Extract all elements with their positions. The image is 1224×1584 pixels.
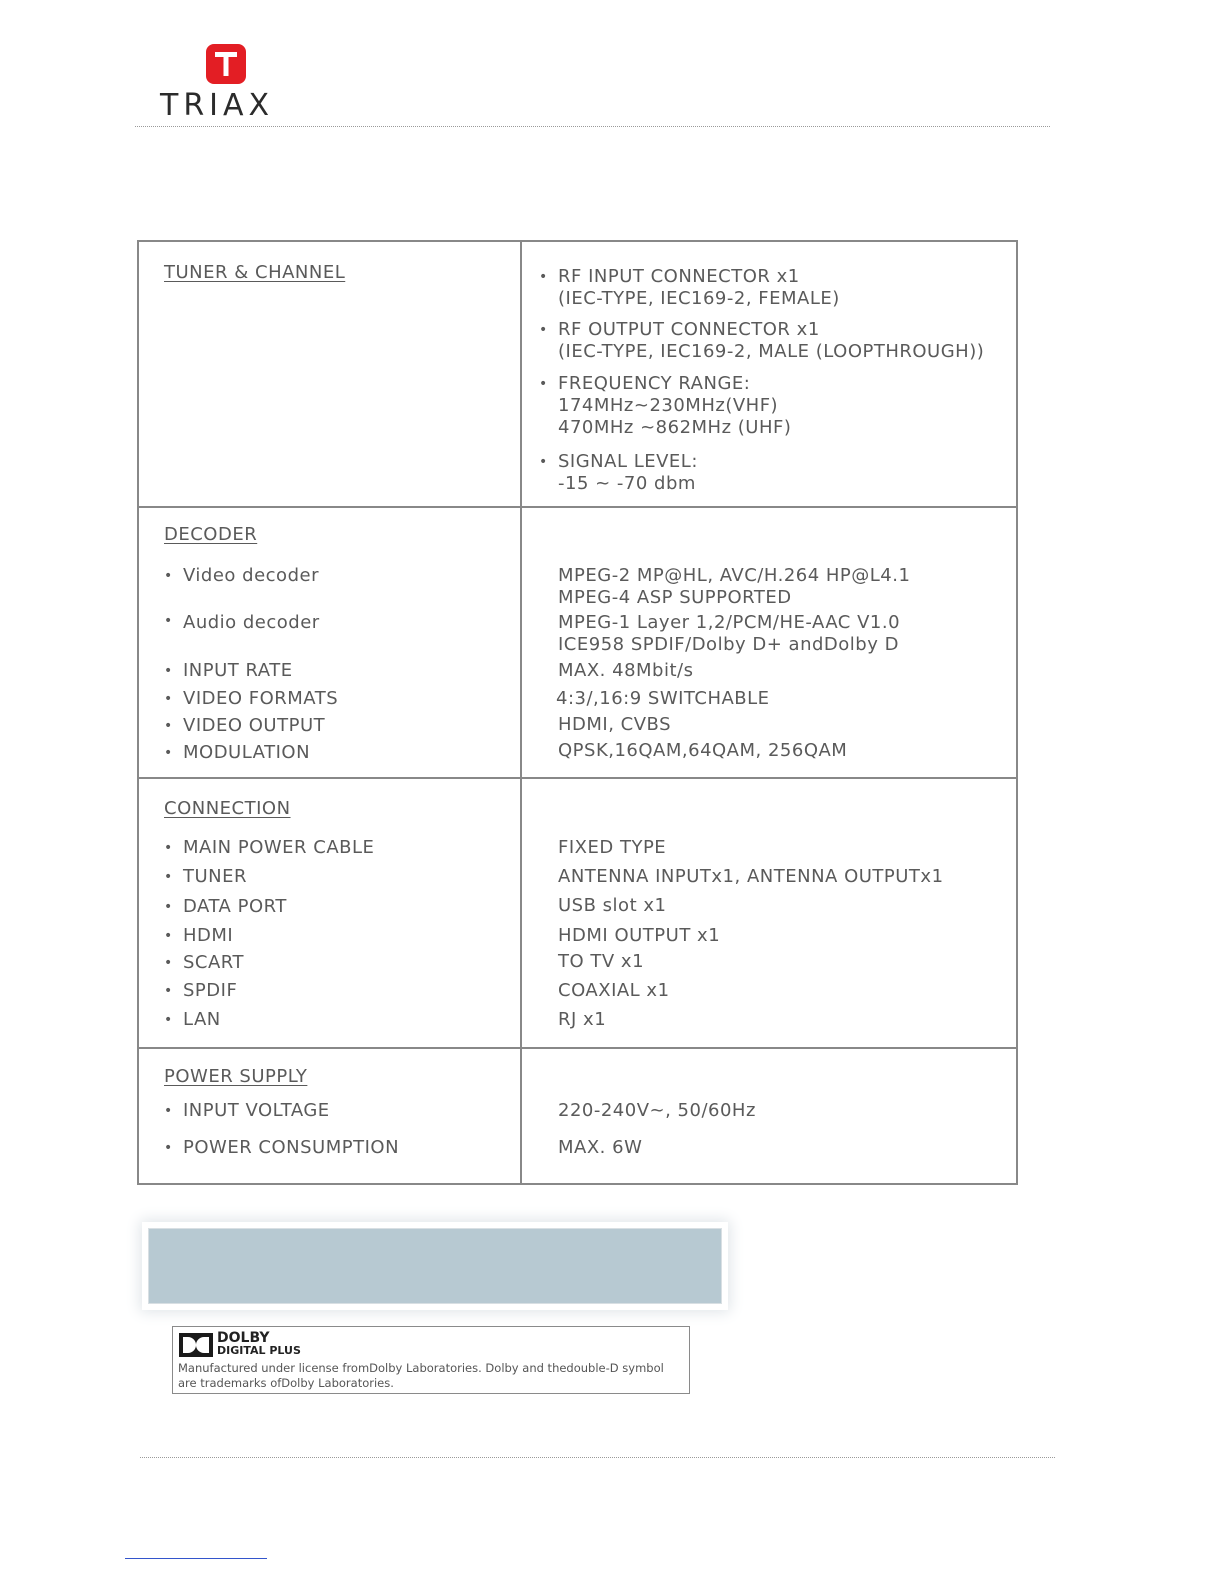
bullet: • <box>164 955 173 971</box>
bullet: • <box>164 745 173 761</box>
connection-label: SPDIF <box>183 980 238 1001</box>
dolby-trademark-text: Manufactured under license fromDolby Laboratories. Dolby and thedouble-D symbol are trademarks ofDolby Laboratories. <box>178 1361 664 1390</box>
decoder-label: VIDEO OUTPUT <box>183 715 326 736</box>
decoder-label: MODULATION <box>183 742 311 763</box>
decoder-value: MPEG-2 MP@HL, AVC/H.264 HP@L4.1 <box>558 565 911 586</box>
decoder-value: QPSK,16QAM,64QAM, 256QAM <box>558 740 848 761</box>
tuner-item-line: -15 ~ -70 dbm <box>558 473 696 494</box>
bullet: • <box>164 1012 173 1028</box>
specifications-table <box>137 240 1018 1185</box>
tuner-item-line: FREQUENCY RANGE: <box>558 373 751 394</box>
bullet: • <box>164 663 173 679</box>
connection-heading: CONNECTION <box>164 798 291 819</box>
dolby-notice-box <box>172 1326 690 1394</box>
decoder-value: 4:3/,16:9 SWITCHABLE <box>556 688 770 709</box>
tuner-item-line: RF INPUT CONNECTOR x1 <box>558 266 800 287</box>
connection-label: TUNER <box>183 866 248 887</box>
bullet: • <box>164 568 173 584</box>
decoder-value: HDMI, CVBS <box>558 714 672 735</box>
row-divider <box>139 1047 1016 1049</box>
header-divider <box>135 126 1050 127</box>
tuner-heading: TUNER & CHANNEL <box>164 262 346 283</box>
bullet: • <box>164 869 173 885</box>
connection-value: RJ x1 <box>558 1009 607 1030</box>
power-label: POWER CONSUMPTION <box>183 1137 400 1158</box>
decoder-value: MPEG-1 Layer 1,2/PCM/HE-AAC V1.0 <box>558 612 901 633</box>
footnote-link-line <box>125 1558 267 1559</box>
tuner-item-line: 174MHz~230MHz(VHF) <box>558 395 779 416</box>
connection-label: LAN <box>183 1009 221 1030</box>
bullet: • <box>164 928 173 944</box>
decoder-label: Audio decoder <box>183 612 320 633</box>
connection-value: HDMI OUTPUT x1 <box>558 925 721 946</box>
power-label: INPUT VOLTAGE <box>183 1100 330 1121</box>
column-divider <box>520 242 522 1183</box>
tuner-item-line: 470MHz ~862MHz (UHF) <box>558 417 792 438</box>
decoder-value: MPEG-4 ASP SUPPORTED <box>558 587 792 608</box>
bullet: • <box>539 376 548 392</box>
power-value: MAX. 6W <box>558 1137 643 1158</box>
decoder-value: MAX. 48Mbit/s <box>558 660 694 681</box>
decoder-value: ICE958 SPDIF/Dolby D+ andDolby D <box>558 634 899 655</box>
tuner-item-line: SIGNAL LEVEL: <box>558 451 698 472</box>
decoder-label: VIDEO FORMATS <box>183 688 339 709</box>
bullet: • <box>539 454 548 470</box>
dolby-double-d-icon <box>179 1333 213 1361</box>
bullet: • <box>164 613 173 629</box>
connection-label: MAIN POWER CABLE <box>183 837 375 858</box>
decoder-label: Video decoder <box>183 565 319 586</box>
decoder-heading: DECODER <box>164 524 258 545</box>
connection-value: TO TV x1 <box>558 951 645 972</box>
footer-divider <box>140 1457 1055 1458</box>
connection-label: DATA PORT <box>183 896 287 917</box>
connection-label: HDMI <box>183 925 234 946</box>
row-divider <box>139 506 1016 508</box>
power-value: 220-240V~, 50/60Hz <box>558 1100 756 1121</box>
shaded-banner <box>148 1228 722 1304</box>
connection-value: COAXIAL x1 <box>558 980 670 1001</box>
tuner-item-line: RF OUTPUT CONNECTOR x1 <box>558 319 820 340</box>
bullet: • <box>164 983 173 999</box>
brand-name: TRIAX <box>160 88 275 123</box>
row-divider <box>139 777 1016 779</box>
bullet: • <box>539 269 548 285</box>
bullet: • <box>164 718 173 734</box>
triax-logo <box>160 42 295 122</box>
bullet: • <box>164 691 173 707</box>
connection-value: ANTENNA INPUTx1, ANTENNA OUTPUTx1 <box>558 866 944 887</box>
decoder-label: INPUT RATE <box>183 660 293 681</box>
bullet: • <box>164 840 173 856</box>
power-heading: POWER SUPPLY <box>164 1066 308 1087</box>
tuner-item-line: (IEC-TYPE, IEC169-2, MALE (LOOPTHROUGH)) <box>558 341 985 362</box>
bullet: • <box>164 1103 173 1119</box>
bullet: • <box>164 899 173 915</box>
dolby-subtitle: DIGITAL PLUS <box>217 1344 301 1357</box>
connection-value: USB slot x1 <box>558 895 667 916</box>
bullet: • <box>539 322 548 338</box>
tuner-item-line: (IEC-TYPE, IEC169-2, FEMALE) <box>558 288 840 309</box>
bullet: • <box>164 1140 173 1156</box>
triax-t-icon <box>206 44 246 84</box>
connection-label: SCART <box>183 952 244 973</box>
connection-value: FIXED TYPE <box>558 837 667 858</box>
dolby-name: DOLBY <box>217 1330 270 1346</box>
